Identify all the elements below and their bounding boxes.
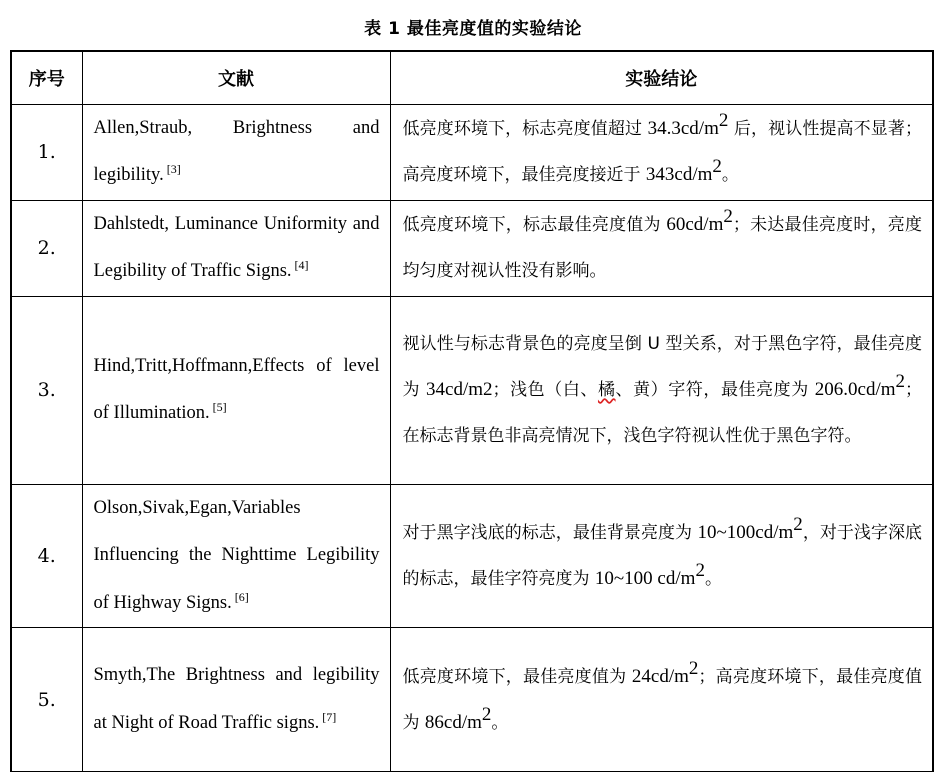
- conclusion-exponent: 2: [688, 657, 699, 679]
- header-row: [11, 51, 933, 104]
- conclusion-exponent: 2: [718, 110, 729, 131]
- row-index: 5.: [11, 628, 82, 772]
- conclusion-exponent: 2: [723, 206, 733, 227]
- conclusion-text: 后，视认性提高不显著；高亮度环境下，最佳亮度接近于: [402, 119, 923, 185]
- conclusion-exponent: 2: [712, 156, 722, 177]
- conclusion-exponent: 2: [695, 559, 705, 581]
- reference-text: Hind,Tritt,Hoffmann,Effects of level of Illumination.: [93, 355, 380, 423]
- row-conclusion: [390, 628, 933, 772]
- citation-number: [6]: [234, 589, 249, 604]
- conclusion-text: 视认性与标志背景色的亮度呈倒 U 型关系，对于黑色字符，最佳亮度为: [402, 334, 922, 400]
- conclusion-value: 10~100cd/m: [697, 521, 794, 543]
- conclusion-value: 10~100 cd/m: [594, 567, 696, 589]
- row-conclusion: [390, 484, 933, 628]
- reference-text: Allen,Straub, Brightness and legibility.: [93, 117, 380, 185]
- conclusion-text: 。: [491, 712, 509, 733]
- conclusion-text: 。: [721, 165, 739, 185]
- conclusion-text: ，对于浅字深底的标志，最佳字符亮度为: [402, 522, 923, 589]
- table-row: [11, 104, 933, 200]
- row-reference: [82, 296, 390, 484]
- conclusion-text: ；未达最佳亮度时，亮度均匀度对视认性没有影响。: [402, 215, 923, 281]
- citation-number: [5]: [212, 400, 227, 414]
- table-row: [11, 200, 933, 296]
- conclusion-value: 34.3cd/m: [647, 118, 719, 139]
- citation-number: [4]: [294, 258, 309, 272]
- conclusion-text: 低亮度环境下，标志亮度值超过: [402, 119, 648, 139]
- table-row: [11, 628, 933, 772]
- conclusion-text: 低亮度环境下，最佳亮度值为: [402, 666, 632, 687]
- conclusion-text: 对于黑字浅底的标志，最佳背景亮度为: [402, 522, 698, 543]
- table-row: [11, 484, 933, 628]
- spellcheck-flagged-word: 橘: [597, 380, 616, 400]
- row-conclusion: [390, 200, 933, 296]
- citation-number: [7]: [322, 709, 337, 724]
- results-table: [10, 50, 934, 772]
- row-index: 4.: [11, 484, 82, 628]
- reference-text: Dahlstedt, Luminance Uniformity and Legibility of Traffic Signs.: [93, 213, 380, 281]
- conclusion-exponent: 2: [481, 703, 492, 725]
- conclusion-text: ；高亮度环境下，最佳亮度值为: [402, 666, 923, 733]
- conclusion-value: 34cd/m2: [426, 379, 493, 400]
- conclusion-text: ；浅色（白、: [492, 380, 598, 400]
- table-caption: 表 1 最佳亮度值的实验结论: [364, 19, 582, 39]
- conclusion-exponent: 2: [793, 513, 803, 535]
- conclusion-value: 60cd/m: [666, 214, 724, 235]
- conclusion-text: ；在标志背景色非高亮情况下，浅色字符视认性优于黑色字符。: [402, 380, 923, 446]
- conclusion-exponent: 2: [895, 371, 906, 392]
- conclusion-value: 206.0cd/m: [814, 379, 896, 400]
- conclusion-value: 343cd/m: [645, 164, 713, 185]
- conclusion-text: 低亮度环境下，标志最佳亮度值为: [402, 215, 667, 235]
- header-reference: 文献: [82, 51, 390, 104]
- row-reference: [82, 484, 390, 628]
- row-index: 3.: [11, 296, 82, 484]
- header-conclusion: 实验结论: [390, 51, 933, 104]
- conclusion-text: 、黄）字符，最佳亮度为: [615, 380, 815, 400]
- row-index: 1.: [11, 104, 82, 200]
- row-reference: [82, 104, 390, 200]
- header-index: 序号: [11, 51, 82, 104]
- conclusion-value: 24cd/m: [631, 665, 689, 687]
- row-reference: [82, 200, 390, 296]
- row-reference: [82, 628, 390, 772]
- row-conclusion: [390, 104, 933, 200]
- citation-number: [3]: [166, 162, 181, 176]
- row-conclusion: [390, 296, 933, 484]
- reference-text: Smyth,The Brightness and legibility at Night of Road Traffic signs.: [93, 665, 380, 733]
- reference-text: Olson,Sivak,Egan,Variables Influencing the Nighttime Legibility of Highway Signs.: [93, 497, 380, 613]
- conclusion-text: 。: [704, 568, 722, 589]
- conclusion-value: 86cd/m: [424, 711, 482, 733]
- row-index: 2.: [11, 200, 82, 296]
- table-row: [11, 296, 933, 484]
